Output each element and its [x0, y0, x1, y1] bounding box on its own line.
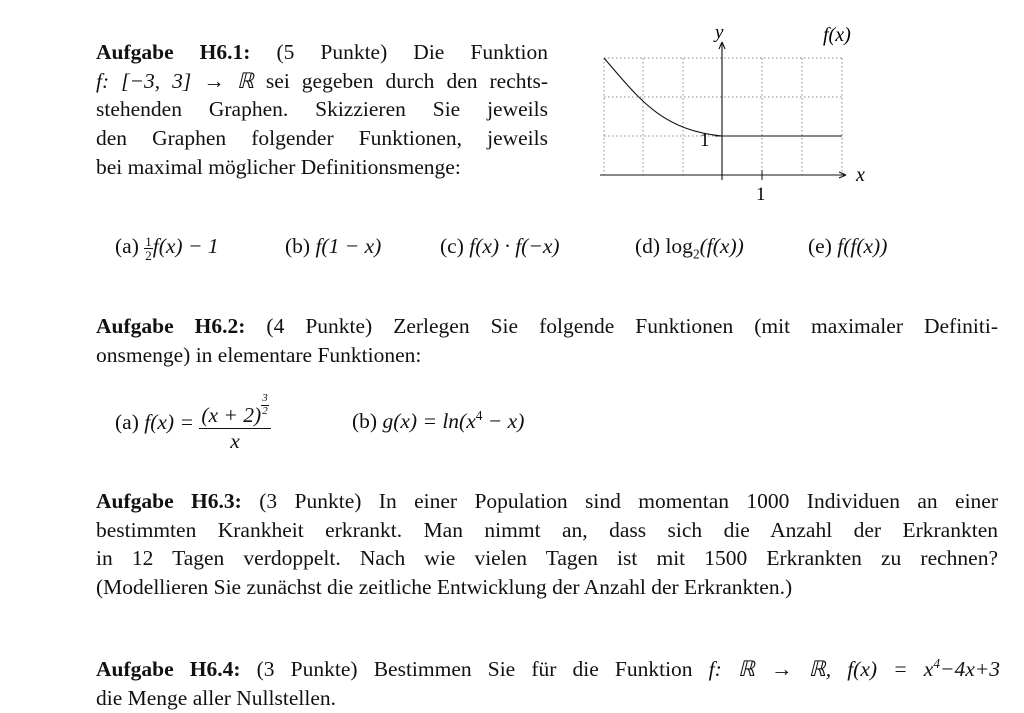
- h62-item-a-exp-num: 3: [262, 392, 268, 404]
- item-a-frac-den: 2: [145, 247, 152, 263]
- task-h62-line-2: onsmenge) in elementare Funktionen:: [96, 342, 422, 367]
- item-e-expr: f(f(x)): [837, 234, 888, 258]
- task-h64-math: [709, 657, 1000, 681]
- task-h62-items: [115, 392, 715, 452]
- task-h63-line-1-text: In einer Population sind momentan 1000 Individuen an einer: [378, 489, 999, 513]
- item-a-frac: [144, 235, 153, 262]
- item-c-label: (c): [440, 234, 464, 258]
- task-h61-items: [115, 234, 935, 268]
- item-c-expr: f(x) · f(−x): [469, 234, 560, 258]
- item-c: [440, 234, 560, 259]
- item-a: [115, 234, 219, 262]
- h62-item-a: [115, 392, 271, 453]
- task-h64-math-sup: 4: [933, 656, 940, 671]
- task-h64-math-post: −4x+3: [939, 657, 1001, 682]
- task-h61-line-1-text: Die Funktion: [413, 40, 549, 64]
- graph-tick-y-label: 1: [700, 130, 710, 151]
- task-h62-line-1-text: Zerlegen Sie folgende Funktionen (mit maximaler Definiti-: [393, 314, 999, 338]
- item-b: [285, 234, 381, 259]
- task-h64-text: [96, 650, 1000, 713]
- graph-curve: [604, 58, 842, 136]
- h62-item-b: [352, 408, 524, 434]
- task-h61-line-2: [96, 67, 548, 96]
- h62-item-a-den: x: [230, 428, 240, 453]
- item-a-frac-num: 1: [145, 233, 152, 249]
- graph-y-label: y: [715, 22, 724, 43]
- task-h64-math-pre: f: ℝ → ℝ, f(x) = x: [708, 657, 934, 682]
- h62-item-a-lhs: f(x) =: [144, 410, 194, 435]
- task-h63-title: Aufgabe H6.3:: [96, 489, 242, 513]
- h62-item-b-label: (b): [352, 409, 378, 434]
- task-h61-line-2-text: sei gegeben durch den rechts-: [265, 68, 548, 93]
- h62-item-a-num: [199, 392, 270, 429]
- h62-item-a-exp-den: 2: [262, 404, 268, 417]
- h62-item-b-sup: 4: [475, 408, 483, 423]
- task-h64-line-2: die Menge aller Nullstellen.: [96, 685, 337, 710]
- h62-item-a-label: (a): [115, 410, 139, 435]
- task-h62-points: (4 Punkte): [266, 314, 373, 338]
- graph-curve-label: f(x): [823, 24, 851, 46]
- graph-x-label: x: [856, 164, 865, 186]
- function-graph: [590, 18, 880, 208]
- task-h61-text: [96, 38, 548, 182]
- task-h61-line-4: den Graphen folgender Funktionen, jeweils: [96, 126, 548, 151]
- task-h61-line-3: stehenden Graphen. Skizzieren Sie jeweils: [96, 97, 548, 122]
- item-b-label: (b): [285, 234, 311, 258]
- item-e-label: (e): [808, 234, 832, 258]
- task-h61-func-def: f: [−3, 3] → ℝ: [96, 68, 254, 93]
- item-a-label: (a): [115, 234, 139, 258]
- task-h63-text: [96, 487, 998, 602]
- task-h61-line-5: bei maximal möglicher Definitionsmenge:: [96, 154, 461, 179]
- h62-item-a-num-base: (x + 2): [201, 402, 262, 427]
- h62-item-b-post: − x): [482, 409, 525, 434]
- task-h62-title: Aufgabe H6.2:: [96, 314, 246, 338]
- task-h63-line-2: bestimmten Krankheit erkrankt. Man nimmt an, dass sich die Anzahl der Erkrankten: [96, 517, 998, 542]
- graph-tick-x-label: 1: [756, 184, 766, 205]
- task-h64-line-1-text: Bestimmen Sie für die Funktion: [373, 657, 693, 682]
- item-d-label: (d): [635, 234, 661, 258]
- item-e: [808, 234, 887, 259]
- task-h64-line-1: [96, 650, 1000, 684]
- item-b-expr: f(1 − x): [315, 234, 382, 258]
- task-h64-title: Aufgabe H6.4:: [96, 657, 241, 682]
- task-h64-points: (3 Punkte): [256, 657, 358, 682]
- graph-grid: [604, 58, 842, 175]
- task-h63-line-1: [96, 487, 998, 516]
- h62-item-a-frac: [199, 392, 270, 453]
- task-h61-points: (5 Punkte): [276, 40, 388, 64]
- item-a-expr: f(x) − 1: [152, 234, 219, 258]
- item-d: [635, 234, 744, 262]
- task-h63-line-4: (Modellieren Sie zunächst die zeitliche Entwicklung der Anzahl der Erkrankten.): [96, 575, 793, 600]
- task-h63-points: (3 Punkte): [259, 489, 362, 513]
- item-d-sub: 2: [692, 246, 700, 262]
- item-d-log: log: [665, 234, 693, 258]
- h62-item-a-exp: [261, 392, 269, 417]
- task-h62-text: [96, 312, 998, 369]
- h62-item-b-pre: g(x) = ln(x: [382, 409, 476, 434]
- task-h61-line-1: [96, 38, 548, 67]
- task-h63-line-3: in 12 Tagen verdoppelt. Nach wie vielen Tagen ist mit 1500 Erkrankten zu rechnen?: [96, 546, 998, 571]
- item-d-expr: (f(x)): [699, 234, 744, 258]
- task-h61-title: Aufgabe H6.1:: [96, 40, 251, 64]
- task-h62-line-1: [96, 312, 998, 341]
